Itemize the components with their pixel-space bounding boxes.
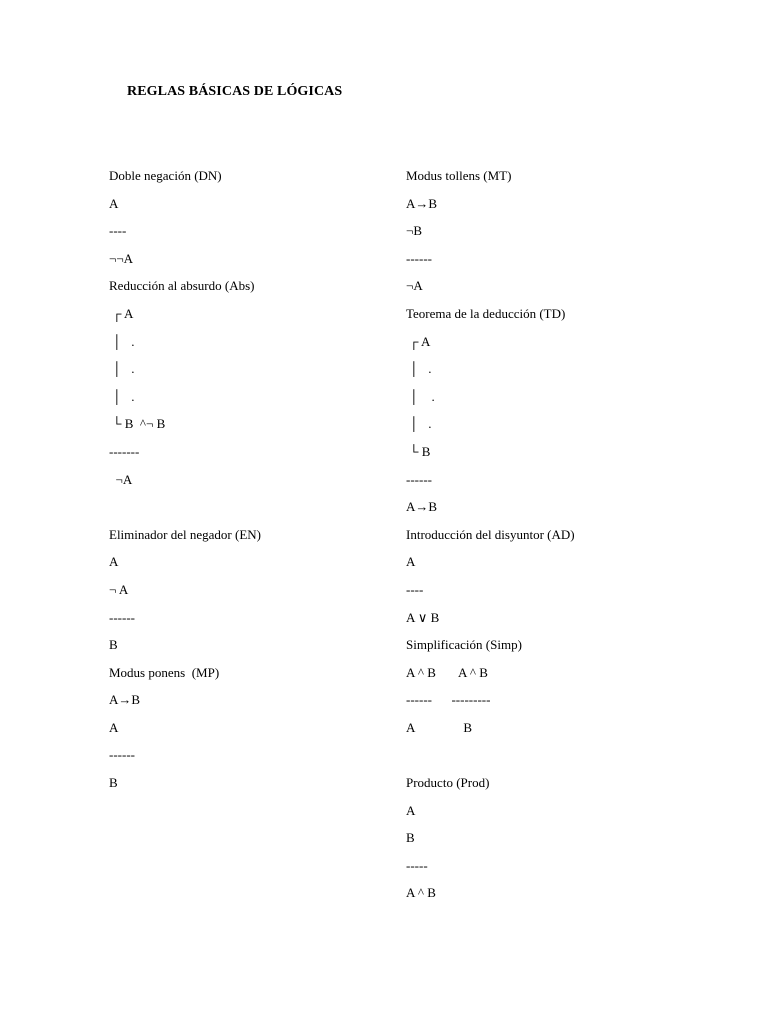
rule-line: ----- (406, 857, 428, 873)
rule-line: Modus tollens (MT) (406, 168, 512, 183)
rule-line: Doble negación (DN) (109, 168, 222, 183)
rule-line: ¬¬A (109, 250, 134, 266)
rule-line: ┌ A (109, 305, 134, 321)
rule-line: A (109, 554, 119, 570)
blank-line (109, 498, 379, 526)
rule-line: A (109, 195, 119, 211)
rule-line: A B (406, 719, 473, 735)
rule-line: A (109, 719, 119, 735)
rule-line: Modus ponens (MP) (109, 664, 220, 680)
rule-line: │ . (109, 361, 135, 377)
rule-line: B (406, 830, 415, 846)
rule-line: │ . (109, 333, 135, 349)
rule-line: │ . (406, 388, 435, 404)
rule-line: ------ (109, 609, 135, 625)
rule-line: ------ (109, 747, 135, 763)
rule-line: Simplificación (Simp) (406, 637, 522, 653)
rule-line: ¬A (406, 278, 423, 294)
rule-line: A ^ B (406, 885, 436, 901)
rule-line: │ . (406, 361, 432, 377)
rule-line: ---- (109, 223, 127, 239)
rule-line: A→B (406, 195, 438, 211)
rule-line: A ^ B A ^ B (406, 664, 488, 680)
rule-line: └ B ^¬ B (109, 416, 166, 432)
right-column (406, 167, 706, 912)
rule-line: ┌ A (406, 333, 431, 349)
rule-line: A→B (109, 692, 141, 708)
rule-line: │ . (109, 388, 135, 404)
page-title: REGLAS BÁSICAS DE LÓGICAS (127, 84, 343, 99)
rule-line: ¬A (109, 471, 133, 487)
rule-line: Eliminador del negador (EN) (109, 526, 261, 542)
rule-line: A ∨ B (406, 609, 440, 625)
rule-line: ¬B (406, 223, 423, 239)
left-column (109, 167, 379, 802)
rule-line: ------- (109, 443, 140, 459)
rule-line: │ . (406, 416, 432, 432)
rule-line: A (406, 802, 416, 818)
rule-line: A→B (406, 499, 438, 515)
rule-line: Reducción al absurdo (Abs) (109, 278, 255, 294)
rule-line: ¬ A (109, 581, 129, 597)
rule-line: B (109, 775, 118, 791)
rule-line: ------ (406, 471, 432, 487)
rule-line: Teorema de la deducción (TD) (406, 305, 566, 321)
rule-line: ------ --------- (406, 692, 491, 708)
rule-line: ---- (406, 581, 424, 597)
rule-line: Producto (Prod) (406, 775, 490, 791)
rule-line: ------ (406, 250, 432, 266)
rule-line: B (109, 637, 118, 653)
blank-line (406, 746, 706, 774)
rule-line: Introducción del disyuntor (AD) (406, 526, 575, 542)
rule-line: A (406, 554, 416, 570)
rule-line: └ B (406, 443, 431, 459)
